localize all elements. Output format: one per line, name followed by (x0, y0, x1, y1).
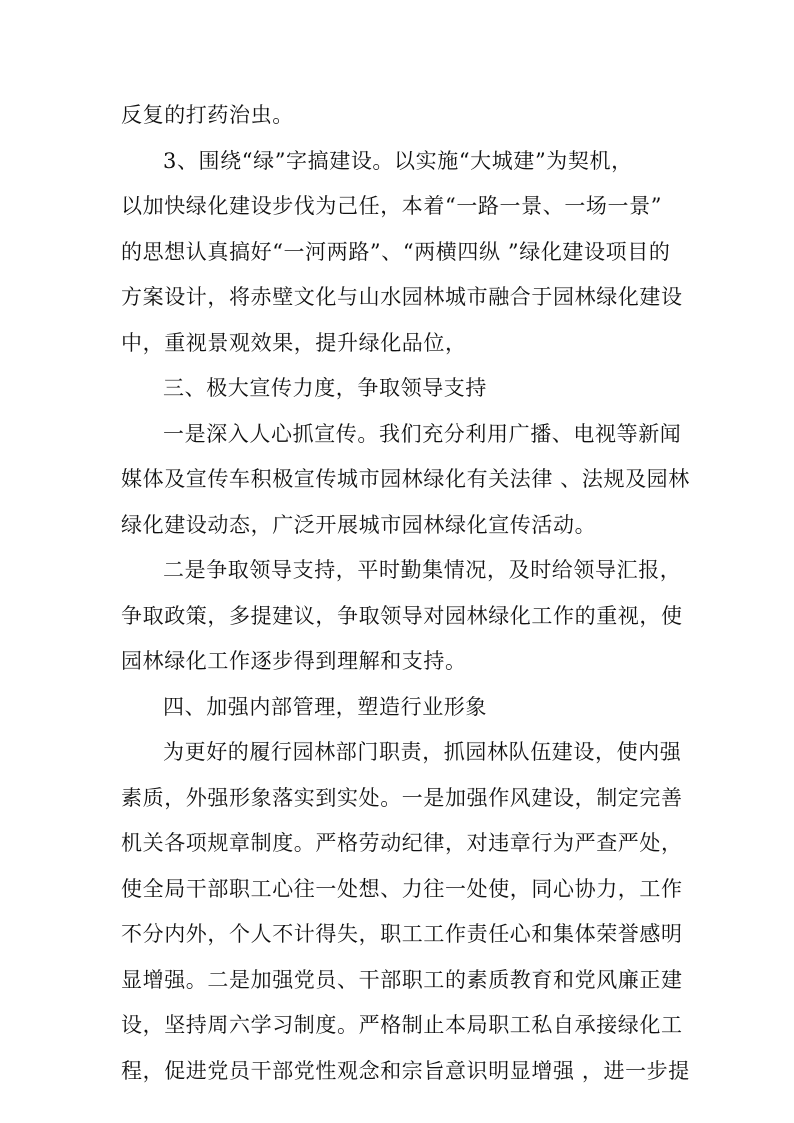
section-heading: 四、加强内部管理，塑造行业形象 (163, 695, 487, 719)
text-line: 一是深入人心抓宣传。我们充分利用广播、电视等新闻 (163, 422, 682, 446)
text-line: 的思想认真搞好“一河两路”、“两横四纵 ”绿化建设项目的 (121, 240, 671, 264)
text-line: 媒体及宣传车积极宣传城市园林绿化有关法律 、法规及园林 (121, 467, 690, 491)
text-line: 为更好的履行园林部门职责，抓园林队伍建设，使内强 (163, 740, 682, 764)
section-heading: 三、极大宣传力度，争取领导支持 (163, 376, 487, 400)
text-line: 绿化建设动态，广泛开展城市园林绿化宣传活动。 (121, 513, 597, 537)
text-line: 3、围绕“绿”字搞建设。以实施“大城建”为契机， (163, 149, 633, 173)
text-line: 不分内外，个人不计得失，职工工作责任心和集体荣誉感明 (121, 922, 683, 946)
text-line: 二是争取领导支持，平时勤集情况，及时给领导汇报， (163, 558, 682, 582)
text-line: 机关各项规章制度。严格劳动纪律，对违章行为严查严处， (121, 831, 683, 855)
text-line: 程，促进党员干部党性观念和宗旨意识明显增强 ，进一步提 (121, 1059, 690, 1083)
text-line: 以加快绿化建设步伐为己任，本着“一路一景、一场一景” (121, 194, 663, 218)
text-line: 反复的打药治虫。 (121, 103, 294, 127)
text-line: 争取政策，多提建议，争取领导对园林绿化工作的重视，使 (121, 604, 683, 628)
text-line: 中，重视景观效果，提升绿化品位， (121, 331, 467, 355)
text-line: 使全局干部职工心往一处想、力往一处使，同心协力，工作 (121, 877, 683, 901)
text-line: 显增强。二是加强党员、干部职工的素质教育和党风廉正建 (121, 968, 683, 992)
text-line: 设，坚持周六学习制度。严格制止本局职工私自承接绿化工 (121, 1013, 683, 1037)
text-line: 方案设计，将赤壁文化与山水园林城市融合于园林绿化建设 (121, 285, 683, 309)
text-line: 园林绿化工作逐步得到理解和支持。 (121, 649, 467, 673)
text-line: 素质，外强形象落实到实处。一是加强作风建设，制定完善 (121, 786, 683, 810)
